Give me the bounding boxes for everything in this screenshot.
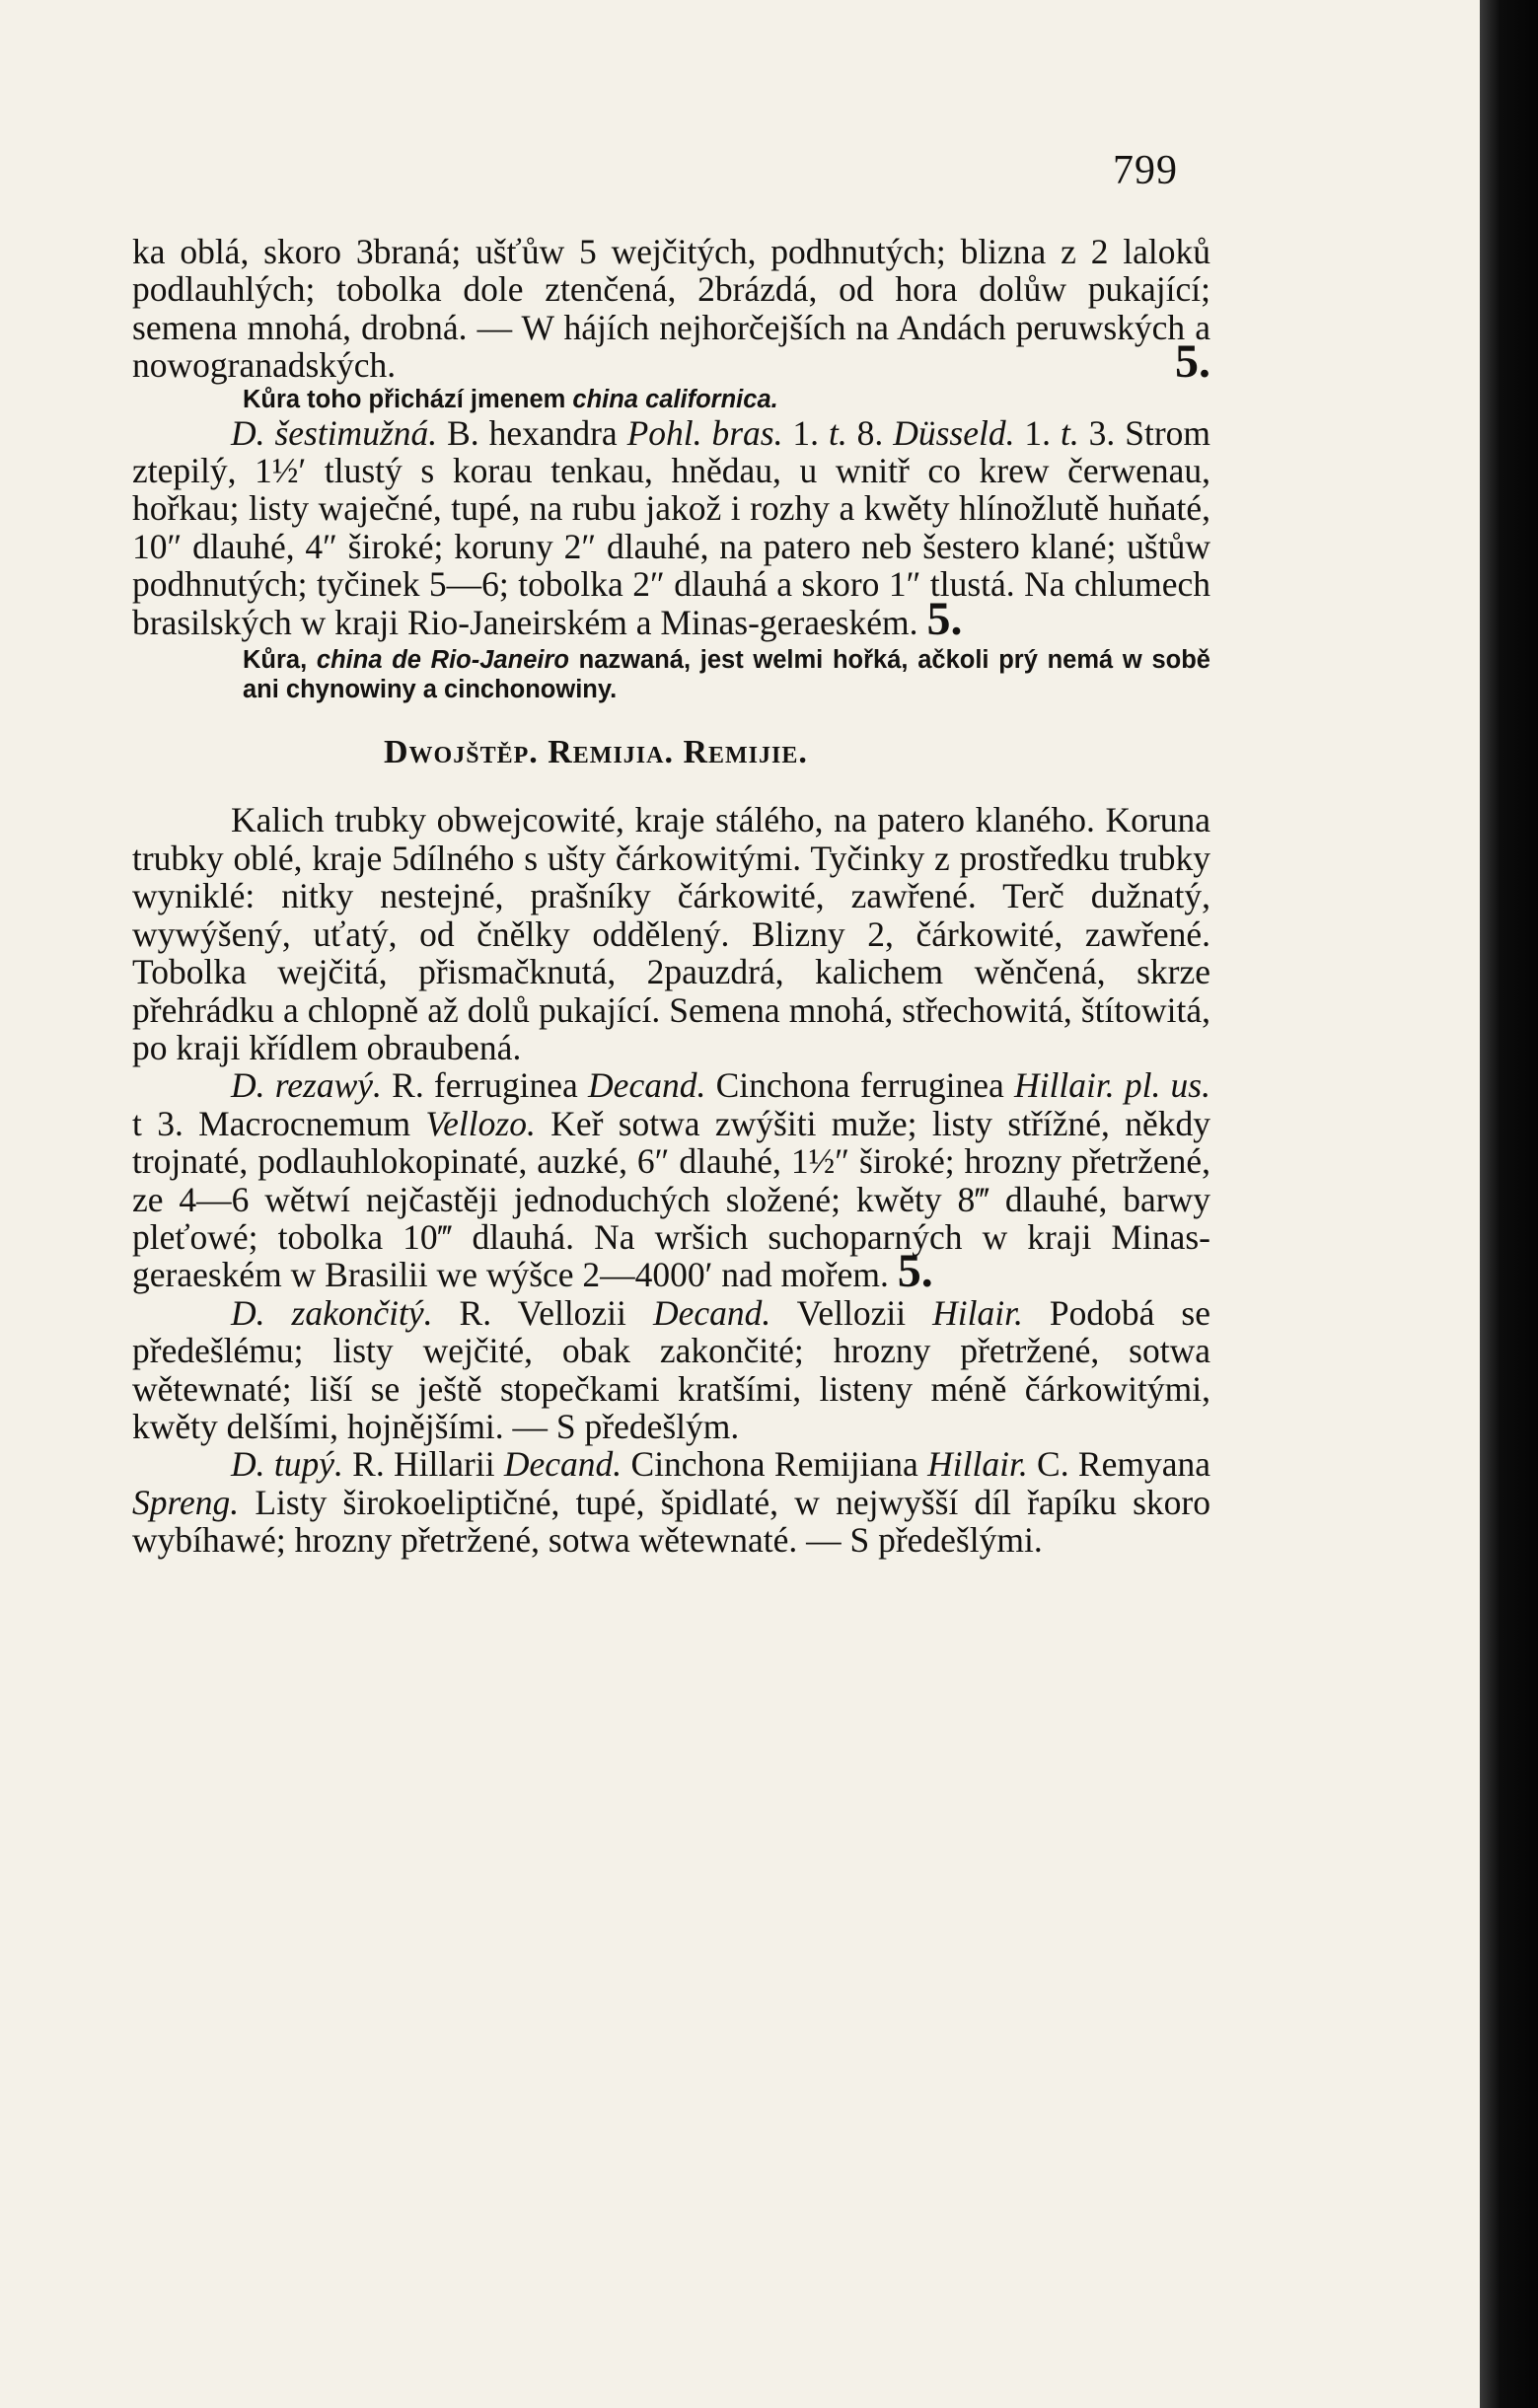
book-edge-shadow <box>1480 0 1538 2408</box>
species-vellozii-italic-1: Decand. <box>652 1292 771 1333</box>
species-ferruginea-text-1: R. ferruginea <box>381 1065 589 1106</box>
species-ferruginea-italic-1: Decand. <box>588 1065 706 1106</box>
species-hexandra-text-3: 8. <box>846 412 894 453</box>
species-vellozii-text-1: R. Vellozii <box>432 1292 653 1333</box>
perennial-sign: 5. <box>926 592 963 645</box>
species-hillarii-text-1: R. Hillarii <box>342 1444 504 1485</box>
species-hillarii-text-2: Cinchona Remijiana <box>622 1444 928 1485</box>
species-hillarii-italic-1: Decand. <box>503 1444 623 1485</box>
species-hexandra-text-2: 1. <box>782 412 829 453</box>
paragraph-1 <box>132 232 1210 389</box>
species-hillarii-italic-3: Spreng. <box>132 1482 240 1522</box>
species-hexandra-text-4: 1. <box>1014 412 1061 453</box>
footnote-2-prefix: Kůra, <box>243 646 317 675</box>
species-hexandra-italic-2: t. <box>828 412 847 453</box>
species-hexandra-italic-3: Düsseld. <box>893 412 1015 453</box>
species-ferruginea-italic-3: Vellozo. <box>425 1103 536 1143</box>
perennial-sign: 5. <box>1175 335 1210 389</box>
species-hexandra-text-5: 3. Strom ztepilý, 1½′ tlustý s korau tenkau, hnědau, u wnitř co krew čerwenau, hořkau; listy waječné, tupé, na rubu jakož i rozhy a kwěty hlínožlutě huňaté, 10″ dlauhé, 4″ široké; koruny 2″ dlauhé, na patero neb šestero klané; uštůw podhnutých; tyčinek 5—6; tobolka 2″ dlauhá a skoro 1″ tlustá. Na chlumech brasilských w kraji Rio-Janeirském a Minas-geraeském. <box>132 412 1211 642</box>
footnote-2 <box>132 645 1210 704</box>
species-hexandra-italic-1: Pohl. bras. <box>626 412 783 453</box>
page-content <box>132 233 1210 1560</box>
species-hexandra <box>132 412 1211 645</box>
species-hillarii-italic-2: Hillair. <box>927 1444 1028 1485</box>
species-hillarii-label: D. tupý. <box>231 1444 343 1485</box>
species-ferruginea-label: D. rezawý. <box>231 1065 382 1106</box>
genus-heading: Dwojštěp. Remijia. Remijie. <box>384 734 808 771</box>
perennial-sign: 5. <box>897 1245 933 1298</box>
species-hillarii-text-4: Listy širokoeliptičné, tupé, špidlaté, w nejwyšší díl řapíku skoro wybíhawé; hrozny přetržené, sotwa wětewnaté. — S předešlými. <box>132 1482 1210 1561</box>
species-ferruginea-italic-2: Hillair. pl. us. <box>1013 1065 1211 1106</box>
species-vellozii-text-2: Vellozii <box>770 1292 933 1333</box>
footnote-1-text: Kůra toho přichází jmenem <box>243 385 573 413</box>
genus-description: Kalich trubky obwejcowité, kraje stálého, na patero klaného. Koruna trubky oblé, kraje 5dílného s ušty čárkowitými. Tyčinky z prostředku trubky wyniklé: nitky nestejné, prašníky čárkowité, zawřené. Terč dužnatý, wywýšený, uťatý, od čnělky oddělený. Blizny 2, čárkowité, zawřené. Tobolka wejčitá, přismačknutá, 2pauzdrá, kalichem wěnčená, skrze přehrádku a chlopně až dolů pukající. Semena mnohá, střechowitá, štítowitá, po kraji křídlem obraubená. <box>132 800 1210 1067</box>
species-ferruginea-text-2: Cinchona ferruginea <box>705 1065 1014 1106</box>
species-vellozii-label: D. zakončitý. <box>231 1292 433 1333</box>
species-hexandra-italic-4: t. <box>1060 412 1079 453</box>
species-ferruginea-text-4: Keř sotwa zwýšiti muže; listy střížné, někdy trojnaté, podlauhlokopinaté, auzké, 6″ dlauhé, 1½″ široké; hrozny přetržené, ze 4—6 wětwí nejčastěji jednoduchých složené; kwěty 8‴ dlauhé, barwy pleťowé; tobolka 10‴ dlauhá. Na wršich suchoparných w kraji Minas-geraeském w Brasilii we wýšce 2—4000′ nad mořem. <box>132 1103 1210 1295</box>
footnote-2-suffix: nazwaná, jest welmi hořká, ačkoli prý nemá w sobě ani chynowiny a cinchonowiny. <box>243 646 1210 704</box>
page-number: 799 <box>1113 148 1178 193</box>
species-vellozii <box>132 1294 1210 1446</box>
species-ferruginea-text-3: t 3. Macrocnemum <box>132 1103 426 1143</box>
footnote-1-italic: china californica. <box>572 385 778 413</box>
species-hexandra-label: D. šestimužná. <box>231 412 438 453</box>
paragraph-1-text: ka oblá, skoro 3braná; ušťůw 5 wejčitých, podhnutých; blizna z 2 laloků podlauhlých; tobolka dole ztenčená, 2brázdá, od hora dolůw pukající; semena mnohá, drobná. — W hájích nejhorčejších na Andách peruwských a nowogranadských. <box>132 232 1210 386</box>
footnote-2-italic: china de Rio-Janeiro <box>316 646 569 675</box>
species-ferruginea <box>132 1065 1211 1298</box>
genus-description-block <box>132 801 1210 1559</box>
species-hillarii <box>132 1445 1210 1559</box>
species-hillarii-text-3: C. Remyana <box>1027 1444 1210 1485</box>
species-vellozii-text-3: Podobá se předešlému; listy wejčité, obak zakončité; hrozny přetržené, sotwa wětewnaté; liší se ještě stopečkami kratšími, listeny méně čárkowitými, kwěty delšími, hojnějšími. — S předešlým. <box>132 1292 1210 1446</box>
footnote-1 <box>132 385 1210 414</box>
species-vellozii-italic-2: Hilair. <box>932 1292 1023 1333</box>
species-hexandra-text-1: B. hexandra <box>447 412 627 453</box>
